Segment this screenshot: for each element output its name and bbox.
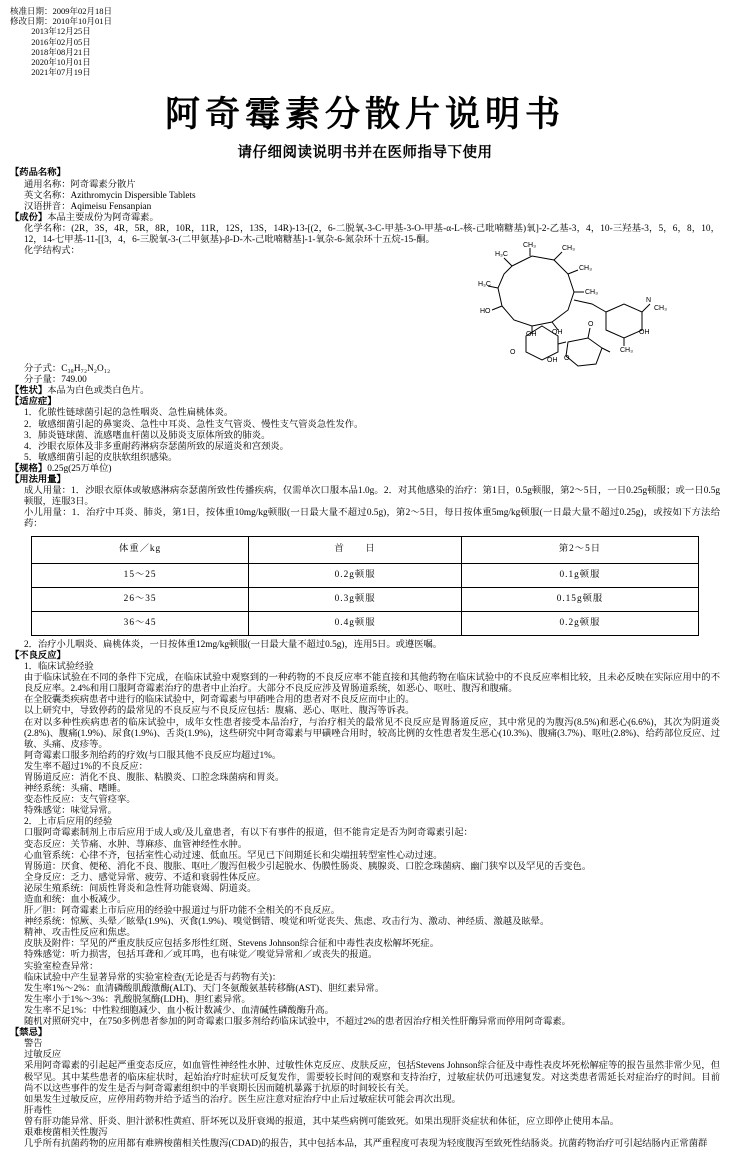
table-row xyxy=(32,563,699,587)
warning-line: 曾有肝功能异常、肝炎、胆汁淤积性黄疸、肝坏死以及肝衰竭的报道，其中某些病例可能致死。如果出现肝炎症状和体征，应立即停止使用本品。 xyxy=(24,1116,620,1127)
pinyin-name-label: 汉语拼音： xyxy=(24,201,71,212)
date-line: 2018年08月21日 xyxy=(10,46,91,57)
adverse-line: 神经系统：惊厥、头晕／眩晕(1.9%)、灭食(1.9%)、嗅觉倒错、嗅觉和听觉丧失、焦虑、攻击行为、激动、神经质、激越及眩晕。 xyxy=(24,917,550,928)
svg-text:OH: OH xyxy=(639,329,650,337)
adverse-line: 变态反应：关节痛、水肿、荨麻疹、血管神经性水肿。 xyxy=(24,839,248,850)
adverse-line: 1．临床试验经验 xyxy=(24,662,94,673)
section-dosage xyxy=(10,475,720,486)
adverse-line: 在全胶囊类疾病患者中进行的临床试验中，阿奇霉素与甲硝唑合用的患者对不良反应而中止的。 xyxy=(24,695,415,706)
content-body xyxy=(10,168,720,1150)
svg-text:H₃C: H₃C xyxy=(495,251,508,259)
date-line: 修改日期：2010年10月01日 xyxy=(10,16,113,27)
adverse-line: 肝／胆：阿奇霉素上市后应用的经验中报道过与肝功能不全相关的不良反应。 xyxy=(24,906,341,917)
table-cell: 36～45 xyxy=(32,611,249,635)
generic-name-label: 通用名称： xyxy=(24,179,71,190)
dosage-child: 小儿用量：1．治疗中耳炎、肺炎，第1日，按体重10mg/kg顿服(一日最大量不超过0.5g)，第2～5日，每日按体重5mg/kg顿服(一日最大量不超过0.25g)，或按如下方法给药： xyxy=(24,508,720,530)
adverse-line: 在对以多种性疾病患者的临床试验中，成年女性患者接受本品治疗，与治疗相关的最常见不良反应是胃肠道反应，其中常见的为腹泻(8.5%)和恶心(6.6%)，其次为阴道炎(2.8%)、腹痛(1.9%)、尿食(1.9%)、舌炎(1.9%)，这些研究中阿奇霉素与甲磺唑合用时，较高比例的女性患者发生恶心(10.3%)、腹痛(3.7%)、呕吐(2.8%)、给药部位反应、过敏、头痛、皮疹等。 xyxy=(24,717,720,750)
table-cell: 0.2g顿服 xyxy=(461,611,698,635)
table-row xyxy=(32,611,699,635)
svg-text:OH: OH xyxy=(552,329,563,337)
spec-heading: 【规格】 xyxy=(10,463,48,474)
section-ingredient xyxy=(10,213,720,224)
adverse-line: 2．上市后应用的经验 xyxy=(24,817,113,828)
table-header-cell: 第2～5日 xyxy=(461,537,698,563)
pinyin-name-row xyxy=(10,202,720,213)
table-header-row xyxy=(32,537,699,563)
structure-block xyxy=(10,242,720,365)
section-drug-name-head xyxy=(10,168,720,179)
section-spec xyxy=(10,464,720,475)
svg-text:CH₃: CH₃ xyxy=(654,305,667,313)
table-header-cell: 体重／kg xyxy=(32,537,249,563)
page-title: 阿奇霉素分散片说明书 xyxy=(164,95,565,135)
adverse-line: 胃肠道反应：消化不良、腹胀、粘膜炎、口腔念珠菌病和胃炎。 xyxy=(24,772,285,783)
dosage-note: 2．治疗小儿咽炎、扁桃体炎，一日按体重12mg/kg顿服(一日最大量不超过0.5g)，连用5日。或遵医嘱。 xyxy=(24,639,443,650)
chemical-structure-icon xyxy=(392,242,692,372)
ingredient-text: 本品主要成份为阿奇霉素。 xyxy=(47,212,159,223)
molecular-weight-value: 749.00 xyxy=(61,375,87,386)
table-cell: 0.2g顿服 xyxy=(249,563,462,587)
table-cell: 15～25 xyxy=(32,563,249,587)
date-line: 2016年02月05日 xyxy=(10,36,91,47)
table-cell: 0.15g顿服 xyxy=(461,587,698,611)
adverse-line: 阿奇霉素口服多剂给药的疗效(与口服其他不良反应均超过1%。 xyxy=(24,750,282,761)
svg-text:CH₃: CH₃ xyxy=(579,265,592,273)
date-line: 核准日期：2009年02月18日 xyxy=(10,6,113,16)
indication-item: 1．化脓性链球菌引起的急性咽炎、急性扁桃体炎。 xyxy=(24,408,234,419)
table-cell: 0.3g顿服 xyxy=(249,587,462,611)
contraindication-heading: 【禁忌】 xyxy=(10,1028,48,1039)
adverse-line: 由于临床试验在不同的条件下完成，在临床试验中观察到的一种药物的不良反应率不能直接和其他药物在临床试验中的不良反应率相比较，且未必反映在实际应用中的不良反应率。2.4%和用口服阿奇霉素治疗的患者中止治疗。大部分不良反应涉及胃肠道系统，如恶心、呕吐、腹泻和腹痛。 xyxy=(24,673,720,695)
date-line: 2013年12月25日 xyxy=(10,26,91,37)
adverse-line: 临床试验中产生显著异常的实验室检查(无论是否与药物有关)： xyxy=(24,972,282,983)
adverse-line: 皮肤及附件：罕见的严重皮肤反应包括多形性红斑、Stevens Johnson综合征和中毒性表皮松解坏死症。 xyxy=(24,939,440,950)
formula-label: 分子式： xyxy=(24,364,62,375)
svg-text:OH: OH xyxy=(526,331,537,339)
adverse-line: 发生率小于1%～3%：乳酸脱氢酶(LDH)、胆红素异常。 xyxy=(24,994,251,1005)
english-name-value: Azithromycin Dispersible Tablets xyxy=(70,190,196,201)
dosage-heading: 【用法用量】 xyxy=(10,475,66,486)
adverse-line: 变态性反应：支气管痉挛。 xyxy=(24,795,136,806)
adverse-line: 心血管系统：心律不齐，包括室性心动过速、低血压。罕见已下间期延长和尖端扭转型室性心动过速。 xyxy=(24,850,443,861)
drug-name-heading: 【药品名称】 xyxy=(10,168,66,179)
table-cell: 0.4g顿服 xyxy=(249,611,462,635)
svg-text:HO: HO xyxy=(480,308,491,316)
adverse-line: 特殊感觉：听力损害，包括耳聋和／或耳鸣，也有味觉／嗅觉异常和／或丧失的报道。 xyxy=(24,950,378,961)
indication-item: 2．敏感细菌引起的鼻窦炎、急性中耳炎、急性支气管炎、慢性支气管炎急性发作。 xyxy=(24,419,364,430)
warning-line: 几乎所有抗菌药物的应用都有难辨梭菌相关性腹泻(CDAD)的报告，其中包括本品，其严重程度可表现为轻度腹泻至致死性结肠炎。抗菌药物治疗可引起结肠内正常菌群 xyxy=(24,1139,708,1150)
adverse-line: 发生率不足1%：中性粒细胞减少、血小板计数减少、血清碱性磷酸酶升高。 xyxy=(24,1005,334,1016)
date-line: 2020年10月01日 xyxy=(10,57,91,68)
chem-name-value: (2R，3S，4R，5R，8R，10R，11R，12S，13S，14R)-13-[(2，6-二脱氧-3-C-甲基-3-O-甲基-α-L-核-己吡喃糖基)氧]-2-乙基-3，4，10-三羟基-3，5，6，8，10，12，14-七甲基-11-[[3，4，6-三脱氧-3-(二甲氨基)-β-D-木-己吡喃糖基]-1-氧杂-6-氮杂环十五烷-15-酮。 xyxy=(24,223,720,245)
generic-name-value: 阿奇霉素分散片 xyxy=(70,179,136,190)
svg-text:O: O xyxy=(588,321,594,329)
section-adverse xyxy=(10,651,720,662)
adverse-line: 全身反应：乏力、感觉异常、疲劳、不适和衰弱性体反应。 xyxy=(24,872,266,883)
dosage-table xyxy=(31,536,699,635)
table-header-cell: 首 日 xyxy=(249,537,462,563)
adverse-line: 实验室检查异常： xyxy=(24,961,99,972)
indication-heading: 【适应症】 xyxy=(10,397,57,408)
chem-name-label: 化学名称： xyxy=(24,223,72,234)
structure-label: 化学结构式： xyxy=(24,246,80,257)
allergy-subheading: 过敏反应 xyxy=(24,1050,62,1061)
svg-text:H₃C: H₃C xyxy=(478,281,491,289)
table-row xyxy=(32,587,699,611)
mw-row xyxy=(10,375,720,386)
svg-text:CH₃: CH₃ xyxy=(562,245,575,253)
section-character xyxy=(10,386,720,397)
date-line: 2021年07月19日 xyxy=(10,67,91,78)
approval-dates xyxy=(10,6,720,77)
table-cell: 0.1g顿服 xyxy=(461,563,698,587)
ingredient-heading: 【成份】 xyxy=(10,212,48,223)
indication-item: 4．沙眼衣原体及非多重耐药淋病奈瑟菌所致的尿道炎和宫颈炎。 xyxy=(24,441,289,452)
cdad-subheading: 艰难梭菌相关性腹泻 xyxy=(24,1127,108,1138)
section-indication xyxy=(10,397,720,408)
indication-item: 3．肺炎链球菌、流感嗜血杆菌以及肺炎支原体所致的肺炎。 xyxy=(24,430,271,441)
formula-value: C₃₈H₇₂N₂O₁₂ xyxy=(61,364,111,375)
svg-text:O: O xyxy=(510,349,516,357)
svg-text:CH₃: CH₃ xyxy=(523,242,536,250)
pinyin-name-value: Aqimeisu Fensanpian xyxy=(70,201,152,212)
adverse-line: 特殊感觉：味觉异常。 xyxy=(24,806,117,817)
contraindication-heading-line xyxy=(10,1028,720,1039)
generic-name-row xyxy=(10,180,720,191)
svg-text:CH₃: CH₃ xyxy=(620,347,633,355)
warning-heading: 警告 xyxy=(24,1039,43,1050)
adverse-line: 以上研究中，导致停药的最常见的不良反应与不良反应包括：腹痛、恶心、呕吐、腹泻等诉表。 xyxy=(24,706,415,717)
hepatotoxicity-subheading: 肝毒性 xyxy=(24,1105,52,1116)
adverse-line: 随机对照研究中，在750多例患者参加的阿奇霉素口服多剂给药临床试验中，不超过2%的患者因治疗相关性肝酶异常而停用阿奇霉素。 xyxy=(24,1017,571,1028)
adverse-heading: 【不良反应】 xyxy=(10,650,66,661)
indication-item: 5．敏感细菌引起的皮肤软组织感染。 xyxy=(24,452,178,463)
adverse-line: 发生率不超过1%的不良反应： xyxy=(24,761,148,772)
table-cell: 26～35 xyxy=(32,587,249,611)
character-heading: 【性状】 xyxy=(10,386,48,397)
warning-line: 采用阿奇霉素的引起起严重变态反应，如血管性神经性水肿、过敏性休克反应、皮肤反应，包括Stevens Johnson综合征及中毒性表皮坏死松解症等的报告虽然非常少见，但极罕见。其中某些患者的临床症状时，起始治疗时症状可反复发作，需要较长时间的观察和支持治疗，过敏症状仍可迅速复发。对这类患者需延长对症治疗的时间。目前尚不以这些事件的发生是否与阿奇霉素组织中的半衰期长因而随机暴露于抗原的时间较长有关。 xyxy=(24,1061,720,1094)
adverse-line: 造血和统：血小板减少。 xyxy=(24,895,127,906)
character-text: 本品为白色或类白色片。 xyxy=(47,386,150,397)
adverse-line: 神经系统：头痛、嗜睡。 xyxy=(24,784,127,795)
adverse-line: 口服阿奇霉素制剂上市后应用于成人或/及儿童患者，有以下有事件的报道，但不能肯定是否为阿奇霉素引起： xyxy=(24,828,473,839)
adverse-line: 发生率1%～2%：血清磷酸肌酸激酶(ALT)、天门冬氨酸氨基转移酶(AST)、胆红素异常。 xyxy=(24,983,385,994)
svg-text:CH₃: CH₃ xyxy=(585,289,598,297)
warning-line: 如果发生过敏反应，应停用药物并给予适当的治疗。医生应注意对症治疗中止后过敏症状可能会再次出现。 xyxy=(24,1094,461,1105)
page-subtitle: 请仔细阅读说明书并在医师指导下使用 xyxy=(237,145,493,162)
english-name-label: 英文名称： xyxy=(24,190,71,201)
spec-text: 0.25g(25万单位) xyxy=(47,463,112,474)
english-name-row xyxy=(10,191,720,202)
adverse-line: 泌尿生殖系统：间质性肾炎和急性肾功能衰竭、阴道炎。 xyxy=(24,883,257,894)
svg-text:N: N xyxy=(646,297,652,305)
svg-text:OH: OH xyxy=(547,357,558,365)
adverse-line: 精神、攻击性反应和焦虑。 xyxy=(24,928,136,939)
svg-text:O: O xyxy=(564,355,570,363)
adverse-line: 胃肠道：厌食、便秘、消化不良、腹胀、呕吐／腹泻但极少引起脱水、伪膜性肠炎、胰腺炎、口腔念珠菌病、幽门狭窄以及罕见的舌变色。 xyxy=(24,861,592,872)
dosage-adult: 成人用量：1．沙眼衣原体或敏感淋病奈瑟菌所致性传播疾病，仅需单次口服本品1.0g。2．对其他感染的治疗：第1日，0.5g顿服，第2～5日，一日0.25g顿服；或一日0.5g顿服，连服3日。 xyxy=(24,486,720,508)
molecular-weight-label: 分子量： xyxy=(24,375,62,386)
